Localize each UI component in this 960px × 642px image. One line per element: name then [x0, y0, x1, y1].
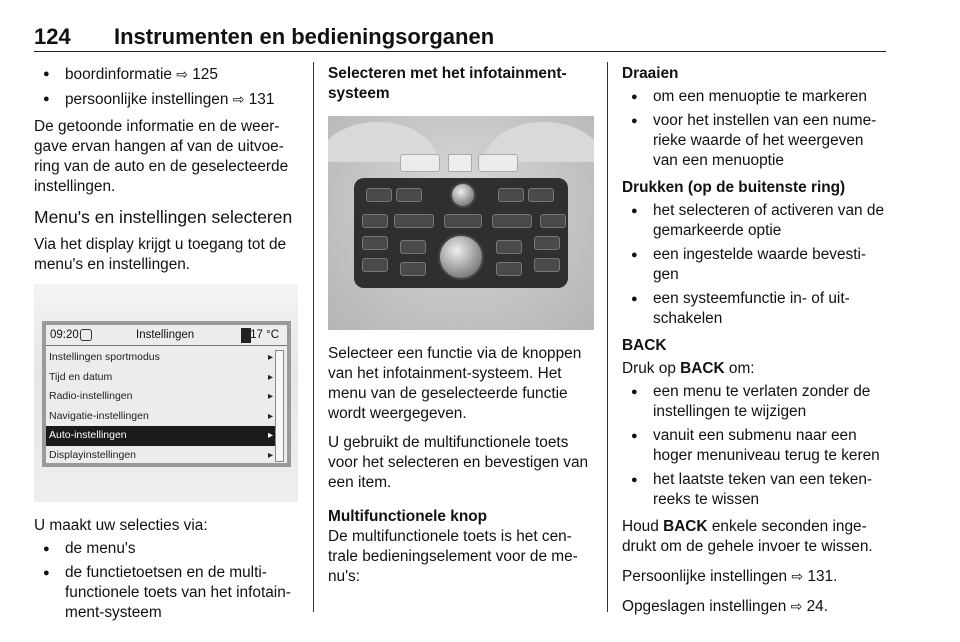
list-item: ● de menu's [34, 539, 302, 559]
function-button [362, 214, 388, 228]
chevron-right-icon: ▸ [267, 371, 273, 383]
list-item: ● een ingestelde waarde bevesti-gen [622, 245, 890, 285]
page-ref-arrow-icon: ⇨ [232, 91, 245, 107]
function-button [534, 236, 560, 250]
chevron-right-icon: ▸ [267, 391, 273, 402]
console-button [478, 154, 518, 172]
function-button [496, 262, 522, 276]
function-button [540, 214, 566, 228]
column-divider [313, 62, 314, 612]
paragraph: U maakt uw selecties via: [34, 517, 208, 534]
column-right [622, 64, 890, 626]
display-menu-item-label: Auto-instellingen [49, 429, 127, 441]
chevron-right-icon: ▸ [267, 449, 273, 461]
page-ref-arrow-icon: ⇨ [176, 66, 188, 82]
profile-icon [80, 329, 92, 341]
function-button [444, 214, 482, 228]
subheading: Draaien [622, 65, 679, 82]
paragraph: De getoonde informatie en de weer-gave ervan hangen af van de uitvoe-ring van de auto en de geselecteerde instellingen. [34, 118, 289, 195]
display-menu-item [46, 426, 275, 446]
cross-reference: Opgeslagen instellingen ⇨ 24. [622, 598, 828, 615]
back-list [622, 382, 890, 510]
display-temperature: 17 °C [250, 329, 279, 341]
cross-reference: Persoonlijke instellingen ⇨ 131. [622, 568, 838, 585]
list-item: ● persoonlijke instellingen ⇨ 131 [34, 89, 302, 110]
subheading: Drukken (op de buitenste ring) [622, 179, 846, 196]
list-item: ● het selecteren of activeren van de gemarkeerde optie [622, 201, 890, 241]
subheading: BACK [622, 337, 667, 354]
column-middle [328, 64, 596, 596]
info-list [34, 64, 302, 110]
display-time: 09:20 [50, 329, 79, 341]
paragraph: Druk op BACK om: [622, 360, 755, 377]
display-menu-list [46, 348, 275, 465]
display-menu-item-label: Tijd en datum [49, 370, 113, 383]
selection-list [34, 539, 302, 623]
function-button [394, 214, 434, 228]
section-heading: Menu's en instellingen selecteren [34, 207, 293, 227]
list-item: ● het laatste teken van een teken-reeks te wissen [622, 470, 890, 510]
list-item: ● voor het instellen van een nume-rieke waarde of het weergeven van een menuoptie [622, 111, 890, 171]
display-menu-item [46, 368, 275, 388]
list-item: ● de functietoetsen en de multi-functionele toets van het infotain-ment-systeem [34, 563, 302, 623]
display-screen [42, 321, 291, 467]
display-menu-item [46, 446, 275, 466]
preset-button [498, 188, 524, 202]
display-scrollbar [275, 350, 284, 462]
paragraph: Houd BACK enkele seconden inge-drukt om de gehele invoer te wissen. [622, 518, 873, 555]
paragraph: Via het display krijgt u toegang tot de menu's en instellingen. [34, 236, 287, 273]
function-button [362, 236, 388, 250]
display-figure [34, 284, 298, 502]
chevron-right-icon: ▸ [267, 410, 273, 422]
list-item: ● om een menuoptie te markeren [622, 87, 890, 107]
display-menu-item-label: Navigatie-instellingen [49, 409, 149, 422]
page-header [34, 22, 886, 52]
infotainment-panel [354, 178, 568, 288]
function-button [496, 240, 522, 254]
console-button [400, 154, 440, 172]
function-button [362, 258, 388, 272]
function-button [400, 262, 426, 276]
paragraph: U gebruikt de multifunctionele toets voor het selecteren en bevestigen van een item. [328, 434, 589, 491]
hazard-icon [448, 154, 472, 172]
list-item: ● een menu te verlaten zonder de instellingen te wijzigen [622, 382, 890, 422]
paragraph: Selecteer een functie via de knoppen van het infotainment-systeem. Het menu van de geselecteerde functie wordt weergegeven. [328, 345, 582, 422]
column-divider [607, 62, 608, 612]
infotainment-console-figure [328, 116, 594, 330]
display-menu-item-label: Instellingen sportmodus [49, 351, 160, 363]
rotate-list [622, 87, 890, 171]
list-item: ● boordinformatie ⇨ 125 [34, 64, 302, 85]
page-ref-arrow-icon: ⇨ [791, 568, 804, 584]
column-left [34, 64, 302, 630]
preset-button [366, 188, 392, 202]
preset-button [528, 188, 554, 202]
preset-button [396, 188, 422, 202]
list-item: ● vanuit een submenu naar een hoger menuniveau terug te keren [622, 426, 890, 466]
function-button [492, 214, 532, 228]
chevron-right-icon: ▸ [267, 430, 273, 441]
page-number: 124 [34, 24, 71, 49]
display-menu-item-label: Displayinstellingen [49, 448, 136, 461]
display-title: Instellingen [136, 329, 195, 341]
page-title: Instrumenten en bedieningsorganen [114, 24, 495, 49]
section-heading: Selecteren met het infotainment-systeem [328, 65, 567, 102]
display-menu-item [46, 407, 275, 427]
display-menu-item [46, 387, 275, 407]
press-list [622, 201, 890, 329]
paragraph: De multifunctionele toets is het cen-trale bedieningselement voor de me-nu's: [328, 528, 578, 585]
chevron-right-icon: ▸ [267, 352, 273, 363]
subheading: Multifunctionele knop [328, 508, 488, 525]
display-menu-item [46, 348, 275, 368]
function-button [534, 258, 560, 272]
function-button [400, 240, 426, 254]
volume-knob [450, 182, 476, 208]
page-ref-arrow-icon: ⇨ [790, 598, 803, 614]
multifunction-knob [438, 234, 484, 280]
list-item: ● een systeemfunctie in- of uit-schakelen [622, 289, 890, 329]
display-header [46, 325, 287, 346]
display-menu-item-label: Radio-instellingen [49, 390, 133, 402]
